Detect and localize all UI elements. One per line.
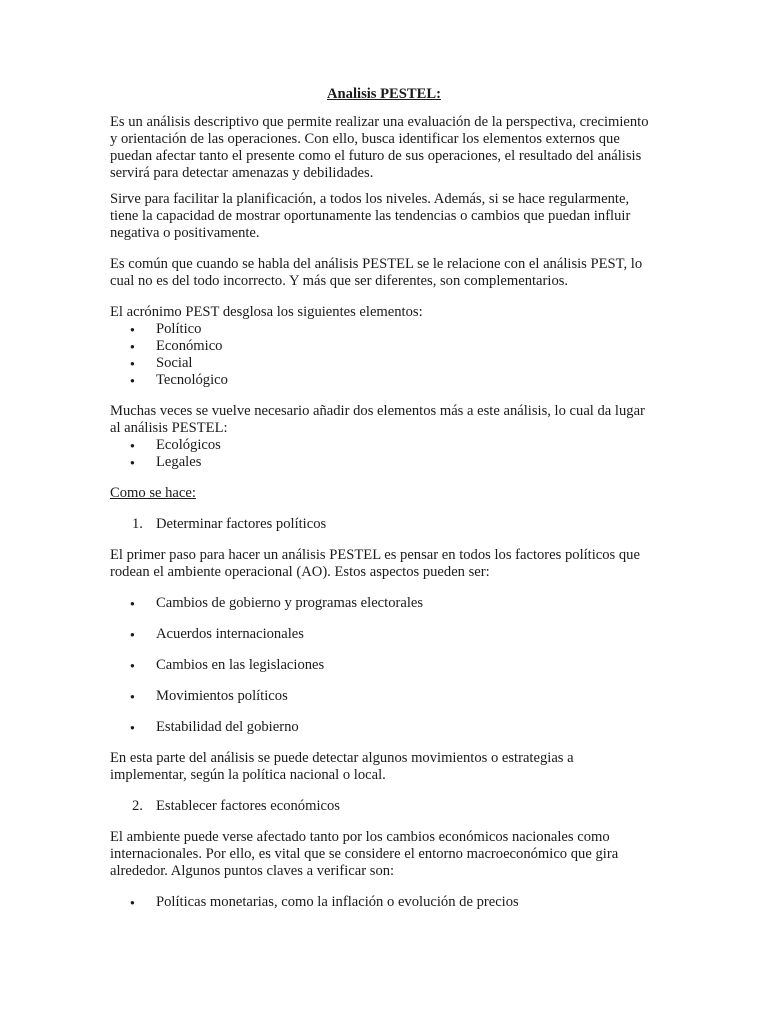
step-label: Establecer factores económicos: [156, 798, 340, 814]
paragraph-political-intro: El primer paso para hacer un análisis PESTEL es pensar en todos los factores políticos que rodean el ambiente operacional (AO). Estos aspectos pueden ser:: [110, 547, 640, 580]
pestel-extra-list: [110, 437, 650, 471]
step-item: [110, 516, 650, 533]
political-factors-list: [110, 595, 650, 736]
step-number: 1.: [132, 516, 143, 532]
step-item: [110, 798, 650, 815]
economic-factors-list: [110, 894, 650, 911]
list-item: ● Político: [110, 321, 650, 338]
paragraph-pest-acronym: El acrónimo PEST desglosa los siguientes elementos:: [110, 304, 423, 320]
paragraph-planning: Sirve para facilitar la planificación, a todos los niveles. Además, si se hace regularmente, tiene la capacidad de mostrar oportunamente las tendencias o cambios que puedan influir negativa o positivamente.: [110, 191, 631, 241]
list-item: ● Tecnológico: [110, 372, 650, 389]
list-item: ● Movimientos políticos: [110, 688, 650, 705]
list-item: ● Políticas monetarias, como la inflación o evolución de precios: [110, 894, 650, 911]
list-item: ● Cambios en las legislaciones: [110, 657, 650, 674]
paragraph-economic-intro: El ambiente puede verse afectado tanto por los cambios económicos nacionales como internacionales. Por ello, es vital que se considere el entorno macroeconómico que gira alrededor. Algunos puntos claves a verificar son:: [110, 829, 619, 879]
paragraph-political-outro: En esta parte del análisis se puede detectar algunos movimientos o estrategias a implementar, según la política nacional o local.: [110, 750, 574, 783]
list-item: ● Legales: [110, 454, 650, 471]
paragraph-intro: Es un análisis descriptivo que permite realizar una evaluación de la perspectiva, crecimiento y orientación de las operaciones. Con ello, busca identificar los elementos externos que puedan afectar tanto el presente como el futuro de sus operaciones, el resultado del análisis servirá para detectar amenazas y debilidades.: [110, 114, 649, 181]
document-body: [110, 114, 650, 911]
how-to-heading: Como se hace:: [110, 485, 196, 501]
list-item: ● Acuerdos internacionales: [110, 626, 650, 643]
list-item: ● Cambios de gobierno y programas electorales: [110, 595, 650, 612]
document-title: Analisis PESTEL:: [327, 86, 441, 102]
step-list-1: [110, 516, 650, 533]
paragraph-pestel-extension: Muchas veces se vuelve necesario añadir dos elementos más a este análisis, lo cual da lugar al análisis PESTEL:: [110, 403, 645, 436]
step-list-2: [110, 798, 650, 815]
step-number: 2.: [132, 798, 143, 814]
step-label: Determinar factores políticos: [156, 516, 327, 532]
pest-list: [110, 321, 650, 389]
paragraph-pest-relation: Es común que cuando se habla del análisis PESTEL se le relacione con el análisis PEST, lo cual no es del todo incorrecto. Y más que ser diferentes, son complementarios.: [110, 256, 643, 289]
list-item: ● Económico: [110, 338, 650, 355]
list-item: ● Ecológicos: [110, 437, 650, 454]
list-item: ● Estabilidad del gobierno: [110, 719, 650, 736]
list-item: ● Social: [110, 355, 650, 372]
